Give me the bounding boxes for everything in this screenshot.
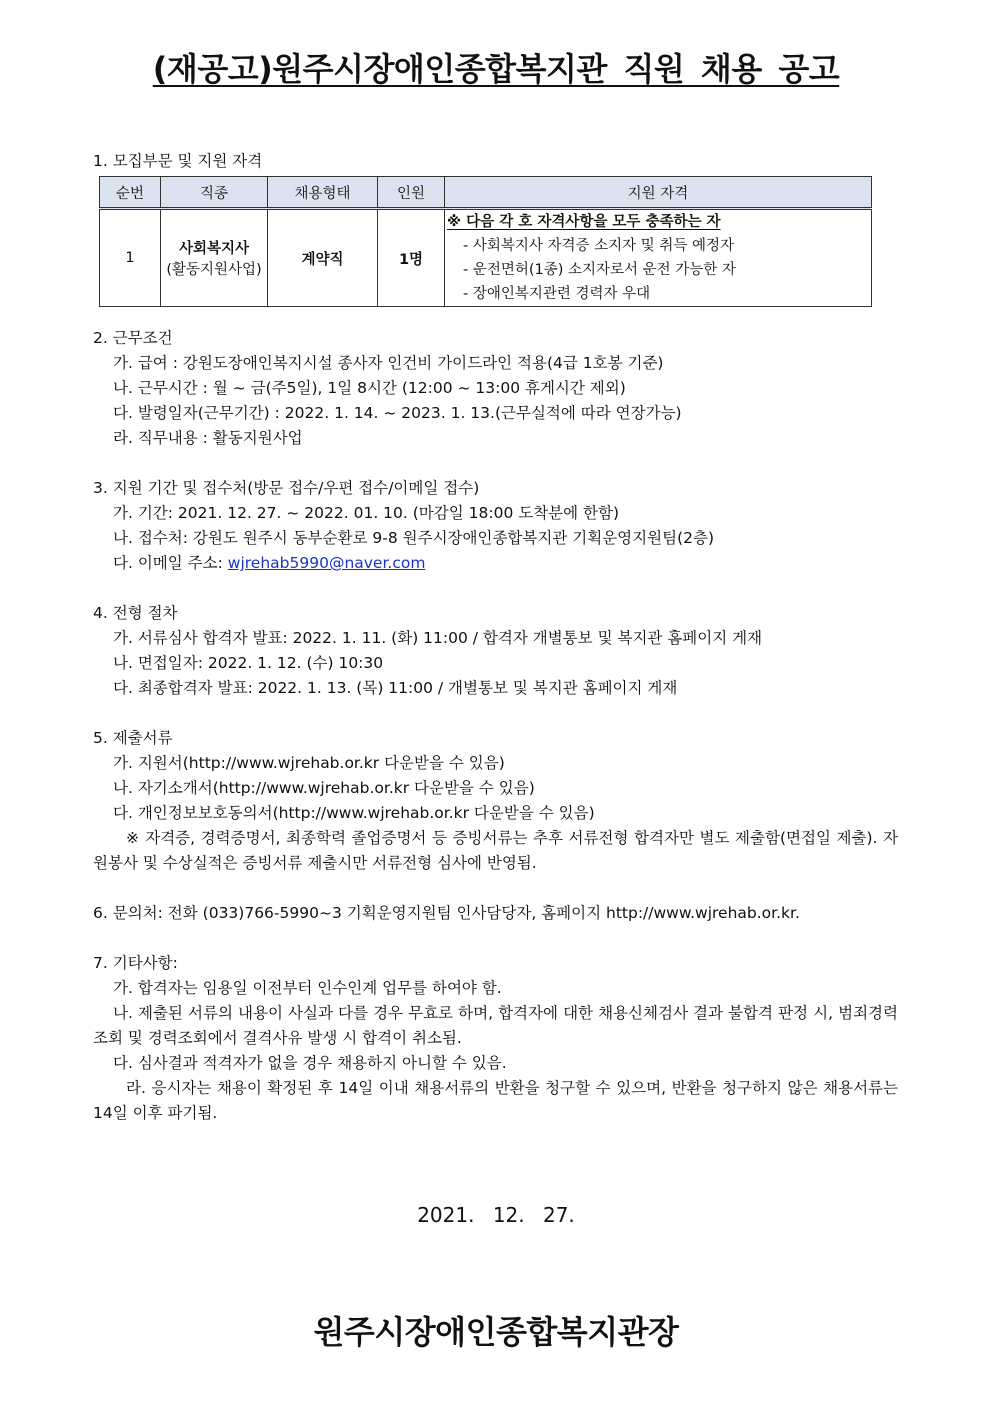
list-item: 라. 직무내용 : 활동지원사업 xyxy=(113,429,303,447)
email-line xyxy=(93,551,898,576)
list-item: 나. 면접일자: 2022. 1. 12. (수) 10:30 xyxy=(113,654,384,672)
notice-body xyxy=(93,326,898,1126)
qualification-heading: ※ 다음 각 호 자격사항을 모두 충족하는 자 xyxy=(447,214,721,230)
table-row xyxy=(100,209,872,307)
list-item: 나. 접수처: 강원도 원주시 동부순환로 9-8 원주시장애인종합복지관 기획운영지원팀(2층) xyxy=(113,529,714,547)
documents-note: ※ 자격증, 경력증명서, 최종학력 졸업증명서 등 증빙서류는 추후 서류전형 합격자만 별도 제출함(면접일 제출). 자원봉사 및 수상실적은 증빙서류 제출시만 서류전형 심사에 반영됨. xyxy=(93,829,898,872)
section-4-heading: 4. 전형 절차 xyxy=(93,604,178,622)
qualification-item: - 장애인복지관련 경력자 우대 xyxy=(463,286,651,302)
header-qualification: 지원 자격 xyxy=(445,177,872,209)
list-item: 라. 응시자는 채용이 확정된 후 14일 이내 채용서류의 반환을 청구할 수 있으며, 반환을 청구하지 않은 채용서류는 14일 이후 파기됨. xyxy=(93,1079,898,1122)
header-no: 순번 xyxy=(100,177,161,209)
section-recruitment xyxy=(93,149,898,307)
list-item: 가. 기간: 2021. 12. 27. ~ 2022. 01. 10. (마감일 18:00 도착분에 한함) xyxy=(113,504,620,522)
list-item: 가. 지원서(http://www.wjrehab.or.kr 다운받을 수 있음) xyxy=(113,754,505,772)
header-type: 채용형태 xyxy=(268,177,378,209)
signer-name: 원주시장애인종합복지관장 xyxy=(313,1313,679,1351)
cell-no: 1 xyxy=(100,209,161,307)
list-item: 다. 최종합격자 발표: 2022. 1. 13. (목) 11:00 / 개별통보 및 복지관 홈페이지 게재 xyxy=(113,679,678,697)
email-link[interactable]: wjrehab5990@naver.com xyxy=(227,554,426,572)
list-item: 가. 서류심사 합격자 발표: 2022. 1. 11. (화) 11:00 / 합격자 개별통보 및 복지관 홈페이지 게재 xyxy=(113,629,763,647)
notice-date: 2021. 12. 27. xyxy=(417,1203,575,1227)
contact-info: 6. 문의처: 전화 (033)766-5990~3 기획운영지원팀 인사담당자, 홈페이지 http://www.wjrehab.or.kr. xyxy=(93,904,800,922)
document-title-wrap xyxy=(0,44,992,90)
list-item: 나. 자기소개서(http://www.wjrehab.or.kr 다운받을 수 있음) xyxy=(113,779,535,797)
qualification-item: - 사회복지사 자격증 소지자 및 취득 예정자 xyxy=(463,238,735,254)
table-header-row xyxy=(100,177,872,209)
email-label: 다. 이메일 주소: xyxy=(113,554,228,572)
section-5-heading: 5. 제출서류 xyxy=(93,729,173,747)
list-item: 다. 심사결과 적격자가 없을 경우 채용하지 아니할 수 있음. xyxy=(113,1054,507,1072)
list-item: 다. 발령일자(근무기간) : 2022. 1. 14. ~ 2023. 1. 13.(근무실적에 따라 연장가능) xyxy=(113,404,682,422)
cell-job xyxy=(161,209,268,307)
list-item: 다. 개인정보보호동의서(http://www.wjrehab.or.kr 다운받을 수 있음) xyxy=(113,804,595,822)
list-item: 나. 제출된 서류의 내용이 사실과 다를 경우 무효로 하며, 합격자에 대한 채용신체검사 결과 불합격 판정 시, 범죄경력 조회 및 경력조회에서 결격사유 발생 시 합격이 취소됨. xyxy=(93,1004,898,1047)
header-count: 인원 xyxy=(378,177,445,209)
job-subtitle: (활동지원사업) xyxy=(166,262,262,278)
job-title: 사회복지사 xyxy=(178,241,250,257)
cell-count: 1명 xyxy=(378,209,445,307)
header-job: 직종 xyxy=(161,177,268,209)
cell-qualification xyxy=(445,209,872,307)
section-7-heading: 7. 기타사항: xyxy=(93,954,178,972)
list-item: 가. 급여 : 강원도장애인복지시설 종사자 인건비 가이드라인 적용(4급 1호봉 기준) xyxy=(113,354,664,372)
recruitment-table xyxy=(99,176,872,307)
document-title: (재공고)원주시장애인종합복지관 직원 채용 공고 xyxy=(152,50,840,88)
qualification-item: - 운전면허(1종) 소지자로서 운전 가능한 자 xyxy=(463,262,736,278)
list-item: 가. 합격자는 임용일 이전부터 인수인계 업무를 하여야 함. xyxy=(113,979,502,997)
section-1-heading: 1. 모집부문 및 지원 자격 xyxy=(93,152,263,170)
section-2-heading: 2. 근무조건 xyxy=(93,329,173,347)
cell-type: 계약직 xyxy=(268,209,378,307)
list-item: 나. 근무시간 : 월 ~ 금(주5일), 1일 8시간 (12:00 ~ 13:00 휴게시간 제외) xyxy=(113,379,626,397)
section-3-heading: 3. 지원 기간 및 접수처(방문 접수/우편 접수/이메일 접수) xyxy=(93,479,480,497)
